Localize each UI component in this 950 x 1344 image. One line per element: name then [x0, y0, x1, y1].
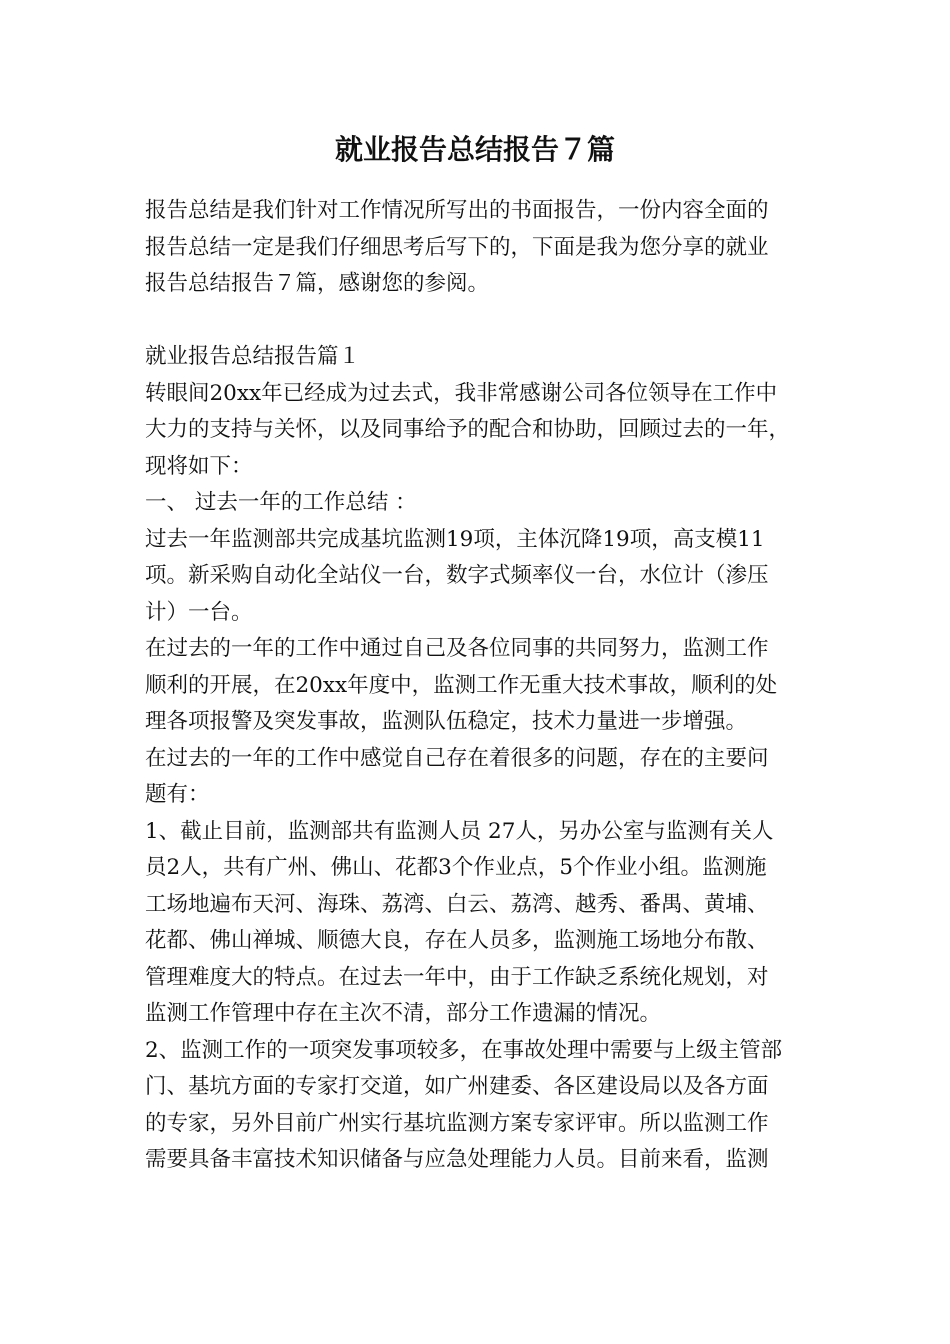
body-line: 门、基坑方面的专家打交道，如广州建委、各区建设局以及各方面 — [145, 1074, 769, 1099]
document-title: 就业报告总结报告７篇 — [334, 133, 615, 166]
body-line: 大力的支持与关怀，以及同事给予的配合和协助，回顾过去的一年， — [145, 417, 791, 442]
intro-line: 报告总结一定是我们仔细思考后写下的，下面是我为您分享的就业 — [145, 234, 769, 260]
body-line: 一、 过去一年的工作总结 ： — [145, 490, 417, 515]
body-line: 员2人，共有广州、佛山、花都3个作业点，5个作业小组。监测施 — [145, 855, 767, 880]
body-line: 顺利的开展，在20xx年度中，监测工作无重大技术事故，顺利的处 — [145, 672, 778, 698]
intro-line: 报告总结是我们针对工作情况所写出的书面报告，一份内容全面的 — [145, 198, 769, 223]
body-line: 项。新采购自动化全站仪一台，数字式频率仪一台，水位计（渗压 — [145, 563, 769, 588]
body-line: 监测工作管理中存在主次不清，部分工作遗漏的情况。 — [145, 1001, 662, 1026]
paragraph-spacer — [145, 303, 817, 340]
body-line: 1、截止目前，监测部共有监测人员 27人，另办公室与监测有关人 — [145, 818, 774, 844]
body-line: 理各项报警及突发事故，监测队伍稳定，技术力量进一步增强。 — [145, 709, 748, 734]
body-line: 2、监测工作的一项突发事项较多，在事故处理中需要与上级主管部 — [145, 1037, 783, 1063]
body-line: 花都、佛山禅城、顺德大良，存在人员多，监测施工场地分布散、 — [145, 928, 769, 953]
body-line: 的专家，另外目前广州实行基坑监测方案专家评审。所以监测工作 — [145, 1110, 769, 1136]
body-line: 题有： — [145, 782, 210, 807]
body-line: 需要具备丰富技术知识储备与应急处理能力人员。目前来看，监测 — [145, 1147, 769, 1172]
body-line: 工场地遍布天河、海珠、荔湾、白云、荔湾、越秀、番禺、黄埔、 — [145, 891, 769, 917]
body-line: 管理难度大的特点。在过去一年中，由于工作缺乏系统化规划，对 — [145, 964, 769, 990]
document-body — [145, 193, 817, 1179]
body-line: 转眼间20xx年已经成为过去式，我非常感谢公司各位领导在工作中 — [145, 380, 778, 406]
body-line: 在过去的一年的工作中通过自己及各位同事的共同努力，监测工作 — [145, 636, 769, 661]
intro-line: 报告总结报告７篇，感谢您的参阅。 — [145, 271, 490, 296]
body-line: 过去一年监测部共完成基坑监测19项，主体沉降19项，高支模11 — [145, 526, 765, 552]
body-line: 计）一台。 — [145, 599, 253, 625]
body-line: 在过去的一年的工作中感觉自己存在着很多的问题，存在的主要问 — [145, 745, 769, 771]
section-heading: 就业报告总结报告篇１ — [145, 344, 361, 369]
body-line: 现将如下： — [145, 453, 253, 479]
